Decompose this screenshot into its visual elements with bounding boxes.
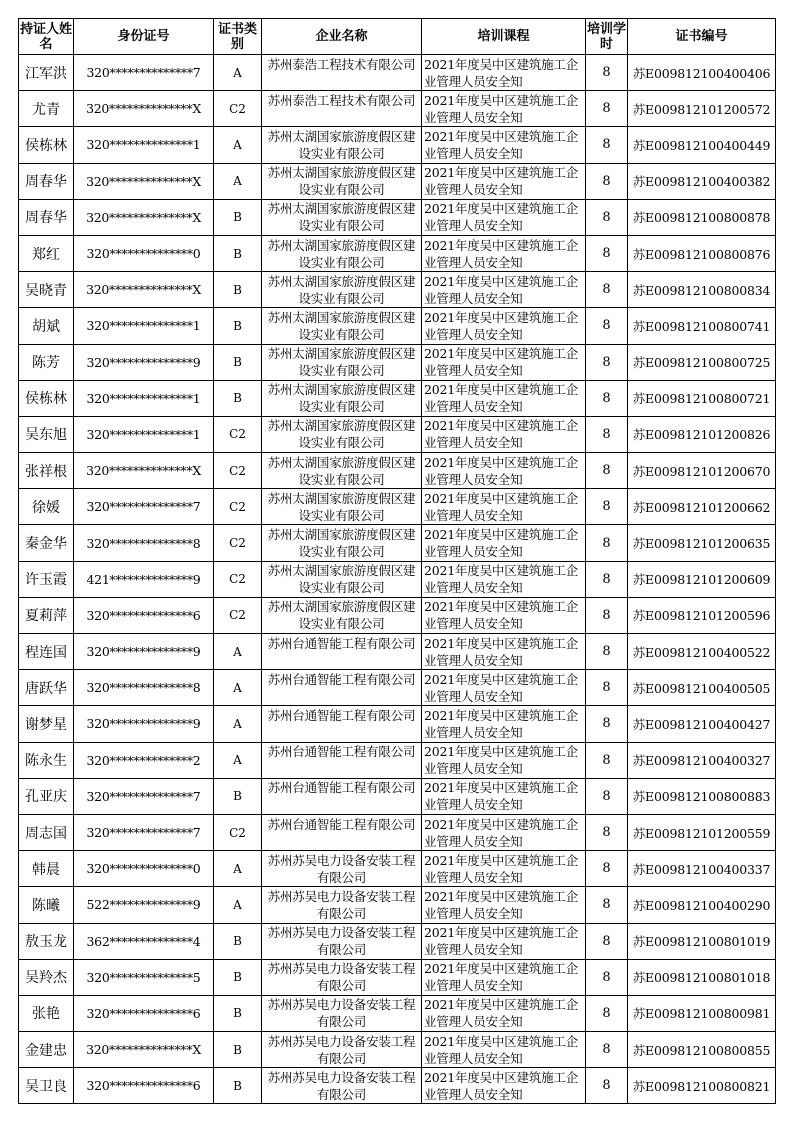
cell-company [262, 778, 422, 814]
cell-company [262, 959, 422, 995]
cell-course [422, 706, 586, 742]
cell-company [262, 127, 422, 163]
cell-cert-number: 苏E009812100800741 [628, 308, 776, 344]
cell-cert-number: 苏E009812100400382 [628, 163, 776, 199]
table-row [19, 887, 776, 923]
cell-name: 侯栋林 [19, 127, 74, 163]
cell-cert-number: 苏E009812100400522 [628, 634, 776, 670]
table-row [19, 561, 776, 597]
table-row [19, 742, 776, 778]
cell-course [422, 199, 586, 235]
cell-cert-number: 苏E009812100400290 [628, 887, 776, 923]
cell-name: 侯栋林 [19, 380, 74, 416]
cell-id-number: 320**************7 [74, 489, 214, 525]
cell-hours: 8 [586, 561, 628, 597]
cell-course [422, 235, 586, 271]
cell-cert-type: A [214, 634, 262, 670]
cell-course-text: 2021年度吴中区建筑施工企业管理人员安全知 [424, 997, 579, 1030]
cell-hours: 8 [586, 453, 628, 489]
cell-hours: 8 [586, 380, 628, 416]
cell-company [262, 887, 422, 923]
cell-id-number: 320**************1 [74, 127, 214, 163]
cell-company-text: 苏州太湖国家旅游度假区建设实业有限公司 [267, 201, 416, 234]
cell-id-number: 320**************1 [74, 380, 214, 416]
cell-course [422, 127, 586, 163]
cell-name: 张祥根 [19, 453, 74, 489]
cell-company [262, 706, 422, 742]
cell-cert-number: 苏E009812100801019 [628, 923, 776, 959]
header-cert-number: 证书编号 [628, 19, 776, 55]
cell-company-text: 苏州台通智能工程有限公司 [267, 635, 416, 651]
cell-course-text: 2021年度吴中区建筑施工企业管理人员安全知 [424, 56, 579, 89]
cell-course [422, 416, 586, 452]
cell-hours: 8 [586, 199, 628, 235]
cell-hours: 8 [586, 742, 628, 778]
table-row [19, 634, 776, 670]
cell-company-text: 苏州太湖国家旅游度假区建设实业有限公司 [267, 454, 416, 487]
cell-course-text: 2021年度吴中区建筑施工企业管理人员安全知 [424, 1033, 579, 1066]
cell-cert-number: 苏E009812100400327 [628, 742, 776, 778]
cell-cert-type: C2 [214, 597, 262, 633]
cell-course [422, 453, 586, 489]
cell-course [422, 380, 586, 416]
cell-id-number: 320**************5 [74, 959, 214, 995]
table-row [19, 597, 776, 633]
cell-name: 谢梦星 [19, 706, 74, 742]
cell-course [422, 561, 586, 597]
cell-company-text: 苏州泰浩工程技术有限公司 [267, 92, 416, 108]
cell-hours: 8 [586, 308, 628, 344]
cell-company [262, 489, 422, 525]
cell-id-number: 320**************X [74, 163, 214, 199]
cell-cert-type: B [214, 308, 262, 344]
cell-course [422, 778, 586, 814]
cell-company-text: 苏州太湖国家旅游度假区建设实业有限公司 [267, 346, 416, 379]
cell-course-text: 2021年度吴中区建筑施工企业管理人员安全知 [424, 888, 579, 921]
cell-cert-number: 苏E009812101200572 [628, 91, 776, 127]
table-row [19, 778, 776, 814]
cell-id-number: 320**************X [74, 272, 214, 308]
table-row [19, 235, 776, 271]
cell-course [422, 1068, 586, 1104]
header-company: 企业名称 [262, 19, 422, 55]
cell-company-text: 苏州太湖国家旅游度假区建设实业有限公司 [267, 128, 416, 161]
cell-cert-number: 苏E009812101200596 [628, 597, 776, 633]
cell-course-text: 2021年度吴中区建筑施工企业管理人员安全知 [424, 346, 579, 379]
cell-id-number: 320**************X [74, 1032, 214, 1068]
table-row [19, 814, 776, 850]
cell-name: 江军洪 [19, 55, 74, 91]
cell-cert-type: C2 [214, 489, 262, 525]
header-course: 培训课程 [422, 19, 586, 55]
cell-company [262, 1032, 422, 1068]
table-row [19, 525, 776, 561]
cell-company [262, 380, 422, 416]
cell-cert-type: C2 [214, 561, 262, 597]
cell-company-text: 苏州台通智能工程有限公司 [267, 780, 416, 796]
table-row [19, 670, 776, 706]
cell-company [262, 344, 422, 380]
cell-course [422, 489, 586, 525]
cell-cert-type: A [214, 670, 262, 706]
table-row [19, 489, 776, 525]
table-row [19, 1068, 776, 1104]
cell-name: 吴卫良 [19, 1068, 74, 1104]
cell-company [262, 634, 422, 670]
cell-course-text: 2021年度吴中区建筑施工企业管理人员安全知 [424, 237, 579, 270]
cell-company [262, 235, 422, 271]
table-row [19, 1032, 776, 1068]
cell-course-text: 2021年度吴中区建筑施工企业管理人员安全知 [424, 816, 579, 849]
cell-name: 金建忠 [19, 1032, 74, 1068]
cell-name: 张艳 [19, 995, 74, 1031]
cell-cert-number: 苏E009812100400406 [628, 55, 776, 91]
cell-company [262, 416, 422, 452]
table-row [19, 91, 776, 127]
cell-company [262, 561, 422, 597]
cell-company-text: 苏州苏吴电力设备安装工程有限公司 [267, 888, 416, 921]
cell-id-number: 320**************9 [74, 706, 214, 742]
cell-name: 周春华 [19, 163, 74, 199]
cell-hours: 8 [586, 235, 628, 271]
cell-company [262, 995, 422, 1031]
cell-course-text: 2021年度吴中区建筑施工企业管理人员安全知 [424, 418, 579, 451]
cell-hours: 8 [586, 91, 628, 127]
cell-company [262, 308, 422, 344]
cell-course [422, 163, 586, 199]
cell-id-number: 320**************7 [74, 55, 214, 91]
header-cert-type: 证书类别 [214, 19, 262, 55]
cell-company [262, 199, 422, 235]
cell-name: 韩晨 [19, 851, 74, 887]
cell-name: 吴晓青 [19, 272, 74, 308]
cell-company-text: 苏州苏吴电力设备安装工程有限公司 [267, 961, 416, 994]
cell-cert-type: A [214, 163, 262, 199]
cell-course [422, 55, 586, 91]
cell-hours: 8 [586, 959, 628, 995]
cell-id-number: 320**************9 [74, 344, 214, 380]
header-hours: 培训学时 [586, 19, 628, 55]
cell-name: 敖玉龙 [19, 923, 74, 959]
cell-name: 吴羚杰 [19, 959, 74, 995]
cell-course [422, 308, 586, 344]
cell-id-number: 320**************9 [74, 634, 214, 670]
cell-cert-number: 苏E009812100800876 [628, 235, 776, 271]
cell-cert-number: 苏E009812100800878 [628, 199, 776, 235]
cell-id-number: 320**************7 [74, 778, 214, 814]
cell-company-text: 苏州苏吴电力设备安装工程有限公司 [267, 852, 416, 885]
cell-cert-type: B [214, 272, 262, 308]
cell-company-text: 苏州苏吴电力设备安装工程有限公司 [267, 997, 416, 1030]
cell-id-number: 522**************9 [74, 887, 214, 923]
cell-cert-type: C2 [214, 525, 262, 561]
cell-company [262, 453, 422, 489]
cell-id-number: 320**************7 [74, 814, 214, 850]
cell-cert-number: 苏E009812100800981 [628, 995, 776, 1031]
cell-cert-type: B [214, 380, 262, 416]
cell-id-number: 320**************6 [74, 1068, 214, 1104]
cell-cert-number: 苏E009812100400505 [628, 670, 776, 706]
cell-name: 陈永生 [19, 742, 74, 778]
cell-hours: 8 [586, 272, 628, 308]
cell-course [422, 634, 586, 670]
cell-hours: 8 [586, 670, 628, 706]
cell-cert-number: 苏E009812100400427 [628, 706, 776, 742]
cell-cert-type: A [214, 887, 262, 923]
cell-cert-type: B [214, 778, 262, 814]
cell-cert-type: C2 [214, 416, 262, 452]
cell-course [422, 1032, 586, 1068]
table-row [19, 272, 776, 308]
table-row [19, 55, 776, 91]
cell-course [422, 525, 586, 561]
cell-company-text: 苏州台通智能工程有限公司 [267, 671, 416, 687]
cell-cert-type: B [214, 995, 262, 1031]
cell-hours: 8 [586, 1032, 628, 1068]
cell-company [262, 91, 422, 127]
cell-hours: 8 [586, 887, 628, 923]
cell-hours: 8 [586, 597, 628, 633]
table-row [19, 706, 776, 742]
table-row [19, 416, 776, 452]
cell-course [422, 344, 586, 380]
table-row [19, 995, 776, 1031]
cell-cert-number: 苏E009812100400449 [628, 127, 776, 163]
cell-id-number: 320**************8 [74, 525, 214, 561]
cell-cert-type: C2 [214, 91, 262, 127]
cell-course-text: 2021年度吴中区建筑施工企业管理人员安全知 [424, 744, 579, 777]
cell-cert-number: 苏E009812100800855 [628, 1032, 776, 1068]
cell-hours: 8 [586, 344, 628, 380]
table-row [19, 127, 776, 163]
cell-company-text: 苏州太湖国家旅游度假区建设实业有限公司 [267, 273, 416, 306]
cell-hours: 8 [586, 489, 628, 525]
table-row [19, 453, 776, 489]
cell-id-number: 320**************X [74, 91, 214, 127]
cell-hours: 8 [586, 851, 628, 887]
cell-company-text: 苏州苏吴电力设备安装工程有限公司 [267, 1033, 416, 1066]
table-row [19, 199, 776, 235]
cell-company [262, 923, 422, 959]
cell-cert-type: C2 [214, 453, 262, 489]
cell-name: 陈曦 [19, 887, 74, 923]
cell-company [262, 525, 422, 561]
cell-id-number: 320**************1 [74, 416, 214, 452]
cell-company-text: 苏州台通智能工程有限公司 [267, 707, 416, 723]
cell-cert-number: 苏E009812100800883 [628, 778, 776, 814]
cell-company [262, 272, 422, 308]
cell-course-text: 2021年度吴中区建筑施工企业管理人员安全知 [424, 707, 579, 740]
cell-course-text: 2021年度吴中区建筑施工企业管理人员安全知 [424, 563, 579, 596]
cell-name: 吴东旭 [19, 416, 74, 452]
header-name: 持证人姓名 [19, 19, 74, 55]
cell-id-number: 320**************6 [74, 995, 214, 1031]
cell-cert-type: A [214, 706, 262, 742]
table-row [19, 163, 776, 199]
cell-company [262, 1068, 422, 1104]
cell-cert-number: 苏E009812100800721 [628, 380, 776, 416]
cell-course-text: 2021年度吴中区建筑施工企业管理人员安全知 [424, 852, 579, 885]
cell-course [422, 923, 586, 959]
cell-course [422, 670, 586, 706]
cell-id-number: 320**************0 [74, 851, 214, 887]
cell-course [422, 742, 586, 778]
cell-course-text: 2021年度吴中区建筑施工企业管理人员安全知 [424, 165, 579, 198]
cell-course-text: 2021年度吴中区建筑施工企业管理人员安全知 [424, 309, 579, 342]
cell-hours: 8 [586, 55, 628, 91]
table-row [19, 308, 776, 344]
cell-id-number: 320**************2 [74, 742, 214, 778]
cell-company-text: 苏州泰浩工程技术有限公司 [267, 56, 416, 72]
table-row [19, 851, 776, 887]
cell-cert-number: 苏E009812100400337 [628, 851, 776, 887]
cell-course [422, 995, 586, 1031]
cell-name: 徐媛 [19, 489, 74, 525]
cell-company-text: 苏州台通智能工程有限公司 [267, 744, 416, 760]
cell-cert-type: A [214, 55, 262, 91]
cell-company [262, 670, 422, 706]
cell-company-text: 苏州太湖国家旅游度假区建设实业有限公司 [267, 382, 416, 415]
cell-name: 胡斌 [19, 308, 74, 344]
cell-hours: 8 [586, 778, 628, 814]
cell-course-text: 2021年度吴中区建筑施工企业管理人员安全知 [424, 780, 579, 813]
cell-cert-type: C2 [214, 814, 262, 850]
cell-company-text: 苏州苏吴电力设备安装工程有限公司 [267, 925, 416, 958]
cell-cert-number: 苏E009812100800834 [628, 272, 776, 308]
certificate-table [18, 18, 776, 1104]
cell-name: 郑红 [19, 235, 74, 271]
cell-cert-type: B [214, 923, 262, 959]
cell-course-text: 2021年度吴中区建筑施工企业管理人员安全知 [424, 128, 579, 161]
cell-cert-type: B [214, 1068, 262, 1104]
cell-company-text: 苏州太湖国家旅游度假区建设实业有限公司 [267, 237, 416, 270]
cell-cert-type: B [214, 199, 262, 235]
cell-company-text: 苏州太湖国家旅游度假区建设实业有限公司 [267, 490, 416, 523]
cell-company-text: 苏州太湖国家旅游度假区建设实业有限公司 [267, 599, 416, 632]
cell-name: 周志国 [19, 814, 74, 850]
cell-cert-type: B [214, 1032, 262, 1068]
cell-course-text: 2021年度吴中区建筑施工企业管理人员安全知 [424, 671, 579, 704]
cell-hours: 8 [586, 814, 628, 850]
cell-course-text: 2021年度吴中区建筑施工企业管理人员安全知 [424, 925, 579, 958]
cell-course [422, 959, 586, 995]
cell-course [422, 272, 586, 308]
cell-cert-type: B [214, 235, 262, 271]
cell-cert-number: 苏E009812101200609 [628, 561, 776, 597]
cell-hours: 8 [586, 706, 628, 742]
header-row [19, 19, 776, 55]
cell-id-number: 421**************9 [74, 561, 214, 597]
cell-company-text: 苏州太湖国家旅游度假区建设实业有限公司 [267, 563, 416, 596]
cell-hours: 8 [586, 127, 628, 163]
cell-course [422, 91, 586, 127]
cell-id-number: 320**************0 [74, 235, 214, 271]
cell-id-number: 362**************4 [74, 923, 214, 959]
cell-course [422, 851, 586, 887]
cell-id-number: 320**************8 [74, 670, 214, 706]
table-row [19, 380, 776, 416]
cell-hours: 8 [586, 995, 628, 1031]
cell-course-text: 2021年度吴中区建筑施工企业管理人员安全知 [424, 635, 579, 668]
cell-course-text: 2021年度吴中区建筑施工企业管理人员安全知 [424, 490, 579, 523]
cell-cert-number: 苏E009812100801018 [628, 959, 776, 995]
cell-hours: 8 [586, 163, 628, 199]
cell-hours: 8 [586, 634, 628, 670]
cell-id-number: 320**************X [74, 453, 214, 489]
cell-id-number: 320**************X [74, 199, 214, 235]
cell-course-text: 2021年度吴中区建筑施工企业管理人员安全知 [424, 92, 579, 125]
table-row [19, 959, 776, 995]
cell-name: 许玉霞 [19, 561, 74, 597]
cell-cert-type: A [214, 742, 262, 778]
cell-course-text: 2021年度吴中区建筑施工企业管理人员安全知 [424, 201, 579, 234]
cell-cert-number: 苏E009812101200670 [628, 453, 776, 489]
cell-cert-number: 苏E009812100800821 [628, 1068, 776, 1104]
cell-cert-number: 苏E009812101200559 [628, 814, 776, 850]
header-id-number: 身份证号 [74, 19, 214, 55]
cell-course-text: 2021年度吴中区建筑施工企业管理人员安全知 [424, 454, 579, 487]
cell-name: 周春华 [19, 199, 74, 235]
table-row [19, 344, 776, 380]
cell-name: 唐跃华 [19, 670, 74, 706]
cell-cert-number: 苏E009812101200635 [628, 525, 776, 561]
cell-course [422, 887, 586, 923]
cell-course-text: 2021年度吴中区建筑施工企业管理人员安全知 [424, 961, 579, 994]
cell-id-number: 320**************1 [74, 308, 214, 344]
cell-company [262, 55, 422, 91]
cell-company-text: 苏州太湖国家旅游度假区建设实业有限公司 [267, 165, 416, 198]
cell-company [262, 814, 422, 850]
cell-cert-type: A [214, 851, 262, 887]
cell-cert-number: 苏E009812100800725 [628, 344, 776, 380]
cell-company-text: 苏州太湖国家旅游度假区建设实业有限公司 [267, 527, 416, 560]
cell-cert-type: A [214, 127, 262, 163]
cell-company [262, 163, 422, 199]
cell-company [262, 597, 422, 633]
cell-name: 夏莉萍 [19, 597, 74, 633]
cell-cert-number: 苏E009812101200826 [628, 416, 776, 452]
cell-cert-number: 苏E009812101200662 [628, 489, 776, 525]
cell-name: 陈芳 [19, 344, 74, 380]
cell-hours: 8 [586, 923, 628, 959]
cell-course-text: 2021年度吴中区建筑施工企业管理人员安全知 [424, 1069, 579, 1102]
cell-company-text: 苏州太湖国家旅游度假区建设实业有限公司 [267, 418, 416, 451]
cell-hours: 8 [586, 416, 628, 452]
cell-id-number: 320**************6 [74, 597, 214, 633]
cell-name: 孔亚庆 [19, 778, 74, 814]
cell-company [262, 742, 422, 778]
table-row [19, 923, 776, 959]
cell-course-text: 2021年度吴中区建筑施工企业管理人员安全知 [424, 527, 579, 560]
cell-company-text: 苏州太湖国家旅游度假区建设实业有限公司 [267, 309, 416, 342]
cell-course [422, 814, 586, 850]
cell-company-text: 苏州苏吴电力设备安装工程有限公司 [267, 1069, 416, 1102]
cell-name: 尤青 [19, 91, 74, 127]
cell-course [422, 597, 586, 633]
cell-course-text: 2021年度吴中区建筑施工企业管理人员安全知 [424, 382, 579, 415]
cell-hours: 8 [586, 1068, 628, 1104]
cell-cert-type: B [214, 959, 262, 995]
cell-company [262, 851, 422, 887]
cell-cert-type: B [214, 344, 262, 380]
cell-hours: 8 [586, 525, 628, 561]
cell-course-text: 2021年度吴中区建筑施工企业管理人员安全知 [424, 273, 579, 306]
cell-company-text: 苏州台通智能工程有限公司 [267, 816, 416, 832]
cell-name: 程连国 [19, 634, 74, 670]
cell-course-text: 2021年度吴中区建筑施工企业管理人员安全知 [424, 599, 579, 632]
cell-name: 秦金华 [19, 525, 74, 561]
